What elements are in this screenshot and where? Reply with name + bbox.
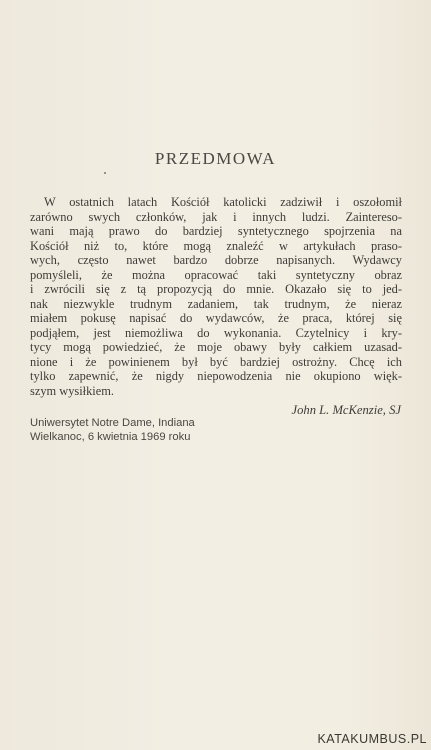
paragraph-line: tycy mogą powiedzieć, że moje obawy były całkiem uzasad- xyxy=(30,340,402,354)
watermark-text: KATAKUMBUS.PL xyxy=(317,732,427,746)
paragraph-line: wani mają prawo do bardziej syntetycznego spojrzenia na xyxy=(30,224,402,238)
paragraph-line: nione i że powinienem był być bardziej ostrożny. Chcę ich xyxy=(30,354,402,369)
place-line: Uniwersytet Notre Dame, Indiana xyxy=(30,417,195,429)
paragraph-line: i zwrócili się z tą propozycją do mnie. Okazało się to jed- xyxy=(30,282,402,296)
page-title: PRZEDMOWA xyxy=(154,149,277,168)
date-line: Wielkanoc, 6 kwietnia 1969 roku xyxy=(30,430,191,443)
paragraph-line: W ostatnich latach Kościół katolicki zadziwił i oszołomił xyxy=(44,195,402,209)
paragraph-line: zarówno swych członków, jak i innych ludzi. Zaintereso- xyxy=(30,209,402,224)
paragraph-line: podjąłem, jest niemożliwa do wykonania. Czytelnicy i kry- xyxy=(30,325,402,340)
place-and-date xyxy=(30,417,195,444)
paragraph-line: tylko zapewnić, że nigdy niepowodzenia nie okupiono więk- xyxy=(30,369,402,383)
paragraph-line: miałem pokusę napisać do wydawców, że praca, której się xyxy=(30,311,402,325)
preface-paragraph xyxy=(30,195,402,398)
paragraph-line: nak niezwykle trudnym zadaniem, tak trudnym, że nieraz xyxy=(30,296,402,311)
paragraph-line: Kościół niż to, które mogą znaleźć w artykułach praso- xyxy=(30,238,402,253)
paragraph-line: wych, często nawet bardzo dobrze napisanych. Wydawcy xyxy=(30,253,402,267)
ink-speck xyxy=(104,172,106,174)
paragraph-line: pomyśleli, że można opracować taki syntetyczny obraz xyxy=(30,267,402,282)
author-signature: John L. McKenzie, SJ xyxy=(291,403,401,417)
paragraph-line: szym wysiłkiem. xyxy=(30,383,114,398)
